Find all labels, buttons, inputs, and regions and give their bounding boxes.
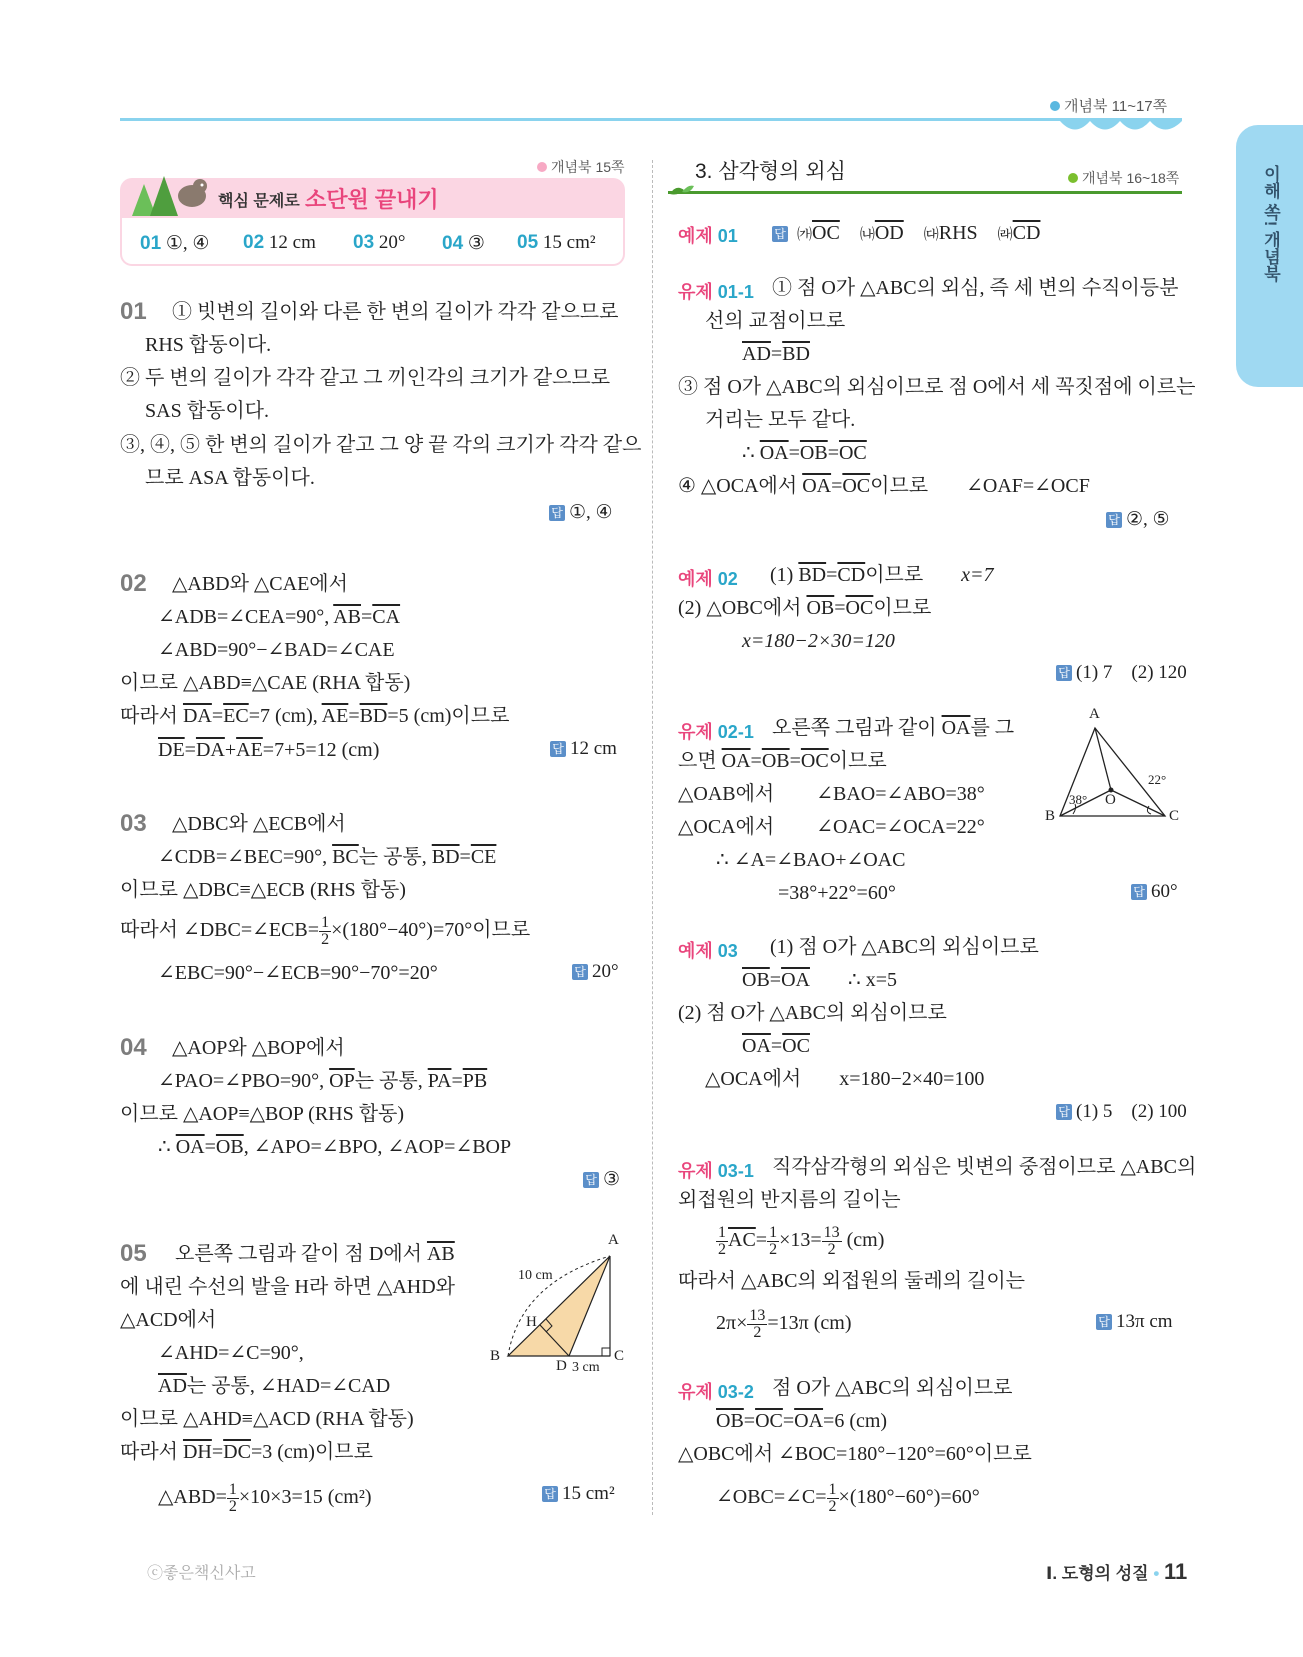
vertex-label: B [1045,808,1056,824]
answer-icon: 답 [1096,1314,1112,1330]
text-line: $\overline{OB}=\overline{OC}=\overline{OA}=6$ (cm) [716,1410,888,1432]
text-line: ① 점 O가 △ABC의 외심, 즉 세 변의 수직이등분 [772,277,1179,299]
section-underline [668,191,1182,194]
text-line: 점 O가 △ABC의 외심이므로 [772,1377,1013,1399]
example-label: 예제 02 [678,569,738,589]
length-label: 3 cm [572,1360,600,1375]
text-line: ① 빗변의 길이와 다른 한 변의 길이가 각각 같으므로 [172,301,619,323]
text-line: 2π× $\frac{13}{2}$ =13π (cm) [716,1307,852,1341]
vertex-label: B [490,1348,501,1364]
text-line: ∴ $\overline{OA}=\overline{OB}=\overline{OC}$ [742,442,867,464]
text-line: 답 $㈎\overline{OC}$ $㈏\overline{OD}$ ㈐RHS $㈑\overline{CD}$ [772,220,1040,248]
text-line: $\overline{AD}=\overline{BD}$ [742,343,810,365]
text-line: ∠AHD=∠C=90°, [158,1342,304,1364]
left-reference: 개념북 15쪽 [537,157,625,177]
side-tab-label: 이해 쏙! 개념북 [1261,165,1280,283]
solution-number: 02 [120,570,147,597]
text-line: =38°+22°=60° [778,882,896,904]
side-tab[interactable] [1236,125,1303,387]
text-line: (2) 점 O가 △ABC의 외심이므로 [678,1002,947,1024]
column-divider [652,160,653,1515]
text-line: 으면 $\overline{OA}=\overline{OB}=\overline{OC}$이므로 [678,750,887,772]
text-line: SAS 합동이다. [145,400,269,422]
text-line: 므로 ASA 합동이다. [145,467,315,489]
text-line: 이므로 △AOP≡△BOP (RHS 합동) [120,1103,405,1125]
text-line: 이므로 △DBC≡△ECB (RHS 합동) [120,879,406,901]
vertex-label: D [556,1358,567,1374]
text-line: $\overline{OA}=\overline{OC}$ [742,1035,810,1057]
text-line: 에 내린 수선의 발을 H라 하면 △AHD와 [120,1276,455,1298]
text-line: 거리는 모두 같다. [705,409,856,431]
answer: 답 (1) 5 (2) 100 [1056,1101,1187,1123]
solution-number: 04 [120,1034,147,1061]
text-line: $\overline{AD}$는 공통, ∠HAD=∠CAD [158,1375,391,1397]
text-line: ∠CDB=∠BEC=90°, $\overline{BC}$는 공통, $\overline{BD}=\overline{CE}$ [158,846,497,868]
circumcenter-figure [1045,706,1185,830]
answer: 답 ①, ④ [549,501,613,524]
text-line: 선의 교점이므로 [705,310,846,332]
answer: 답 20° [572,961,619,983]
answer-icon: 답 [1106,512,1122,528]
text-line: ∴ $\overline{OA}=\overline{OB}$, ∠APO=∠BPO, ∠AOP=∠BOP [158,1136,512,1158]
solution-number: 01 [120,298,147,325]
text-line: $\overline{DE}=\overline{DA}+\overline{AE}=7+5=12$ (cm) [158,739,380,761]
tree-bird-icon [122,166,212,216]
text-line: △ABD= $\frac{1}{2}$ ×10×3=15 (cm²) [158,1481,372,1515]
text-line: 따라서 ∠DBC=∠ECB= $\frac{1}{2}$ ×(180°−40°)=70°이므로 [120,914,531,948]
exercise-label: 유제 02-1 [678,722,754,742]
answer-icon: 답 [1056,665,1072,681]
solution-number: 05 [120,1240,147,1267]
text-line: △OBC에서 ∠BOC=180°−120°=60°이므로 [678,1443,1032,1465]
length-label: 10 cm [518,1268,553,1283]
answer-icon: 답 [572,964,588,980]
answer-icon: 답 [549,505,565,521]
text-line: 외접원의 반지름의 길이는 [678,1189,901,1211]
text-line: △OAB에서 ∠BAO=∠ABO=38° [678,783,985,805]
text-line: 오른쪽 그림과 같이 점 D에서 $\overline{AB}$ [175,1243,455,1265]
text-line: x=180−2×30=120 [742,630,895,652]
text-line: $\frac{1}{2}$ $\overline{AC}=$ $\frac{1}{2}$ ×13= $\frac{13}{2}$ (cm) [718,1224,885,1258]
text-line: △DBC와 △ECB에서 [172,813,346,835]
text-line: 이므로 △ABD≡△CAE (RHA 합동) [120,672,411,694]
page-number: 11 [1164,1559,1188,1584]
answer: 답 15 cm² [542,1483,615,1505]
text-line: 따라서 $\overline{DH}=\overline{DC}=3$ (cm)이므로 [120,1441,373,1463]
vertex-label: H [526,1314,537,1330]
answer-icon: 답 [542,1486,558,1502]
answer: 답 (1) 7 (2) 120 [1056,662,1187,684]
text-line: 직각삼각형의 외심은 빗변의 중점이므로 △ABC의 [772,1156,1197,1178]
vertex-label: O [1105,792,1116,808]
answer: 답 60° [1131,881,1178,903]
text-line: 이므로 △AHD≡△ACD (RHA 합동) [120,1408,414,1430]
text-line: ④ △OCA에서 $\overline{OA}=\overline{OC}$이므로 ∠OAF=∠OCF [678,475,1090,497]
section-reference: 개념북 16~18쪽 [1068,168,1179,188]
text-line: ∠PAO=∠PBO=90°, $\overline{OP}$는 공통, $\overline{PA}=\overline{PB}$ [158,1070,488,1092]
text-line: 따라서 $\overline{DA}=\overline{EC}=7$ (cm), $\overline{AE}=\overline{BD}=5$ (cm)이므로 [120,705,510,727]
text-line: ② 두 변의 길이가 각각 같고 그 끼인각의 크기가 같으므로 [120,367,611,389]
text-line: RHS 합동이다. [145,334,272,356]
section-title: 3. 삼각형의 외심 [695,160,846,183]
text-line: ∠EBC=90°−∠ECB=90°−70°=20° [158,962,438,984]
text-line: ③, ④, ⑤ 한 변의 길이가 같고 그 양 끝 각의 크기가 각각 같으 [120,434,642,456]
exercise-label: 유제 03-2 [678,1382,754,1402]
text-line: △OCA에서 ∠OAC=∠OCA=22° [678,816,985,838]
footer-chapter: Ⅰ. 도형의 성질 • 11 [1046,1559,1188,1584]
text-line: (1) $\overline{BD}=\overline{CD}$이므로 x=7 [770,564,994,586]
answer: 답 ②, ⑤ [1106,508,1170,531]
header-reference: 개념북 11~17쪽 [1050,95,1167,116]
text-line: 따라서 △ABC의 외접원의 둘레의 길이는 [678,1270,1025,1292]
vertex-label: C [614,1348,625,1364]
text-line: ∠ADB=∠CEA=90°, $\overline{AB}=\overline{CA}$ [158,606,401,628]
text-line: △AOP와 △BOP에서 [172,1037,345,1059]
header-wave [120,118,1182,138]
angle-label: 22° [1148,772,1167,787]
exercise-label: 유제 03-1 [678,1161,754,1181]
text-line: 오른쪽 그림과 같이 $\overline{OA}$를 그 [772,717,1015,739]
text-line: ∠OBC=∠C= $\frac{1}{2}$ ×(180°−60°)=60° [716,1481,980,1515]
answer-icon: 답 [550,741,566,757]
answer: 답 12 cm [550,738,617,760]
angle-label: 38° [1069,792,1088,807]
exercise-label: 유제 01-1 [678,282,754,302]
text-line: (2) △OBC에서 $\overline{OB}=\overline{OC}$이므로 [678,597,932,619]
text-line: △ABD와 △CAE에서 [172,573,348,595]
leaf-icon [668,182,696,203]
text-line: ③ 점 O가 △ABC의 외심이므로 점 O에서 세 꼭짓점에 이르는 [678,376,1196,398]
text-line: ∴ ∠A=∠BAO+∠OAC [716,849,906,871]
text-line: △OCA에서 x=180−2×40=100 [705,1068,985,1090]
banner-title: 소단원 끝내기 [305,187,439,212]
text-line: △ACD에서 [120,1309,217,1331]
solution-number: 03 [120,810,147,837]
banner-prefix: 핵심 문제로 [218,193,300,210]
summary-banner [120,178,625,218]
example-label: 예제 01 [678,226,738,246]
example-label: 예제 03 [678,941,738,961]
vertex-label: A [608,1232,619,1248]
answer-icon: 답 [772,226,788,242]
publisher-mark: ⓒ좋은책신사고 [147,1565,256,1582]
vertex-label: A [1089,706,1100,722]
answer-icon: 답 [583,1172,599,1188]
vertex-label: C [1169,808,1180,824]
text-line: $\overline{OB}=\overline{OA}$ ∴ x=5 [742,969,897,991]
right-triangle-figure [490,1232,630,1378]
answer: 답 ③ [583,1168,620,1191]
answer: 답 13π cm [1096,1311,1173,1333]
answer-icon: 답 [1131,884,1147,900]
answer-icon: 답 [1056,1104,1072,1120]
text-line: (1) 점 O가 △ABC의 외심이므로 [770,936,1039,958]
text-line: ∠ABD=90°−∠BAD=∠CAE [158,639,395,661]
